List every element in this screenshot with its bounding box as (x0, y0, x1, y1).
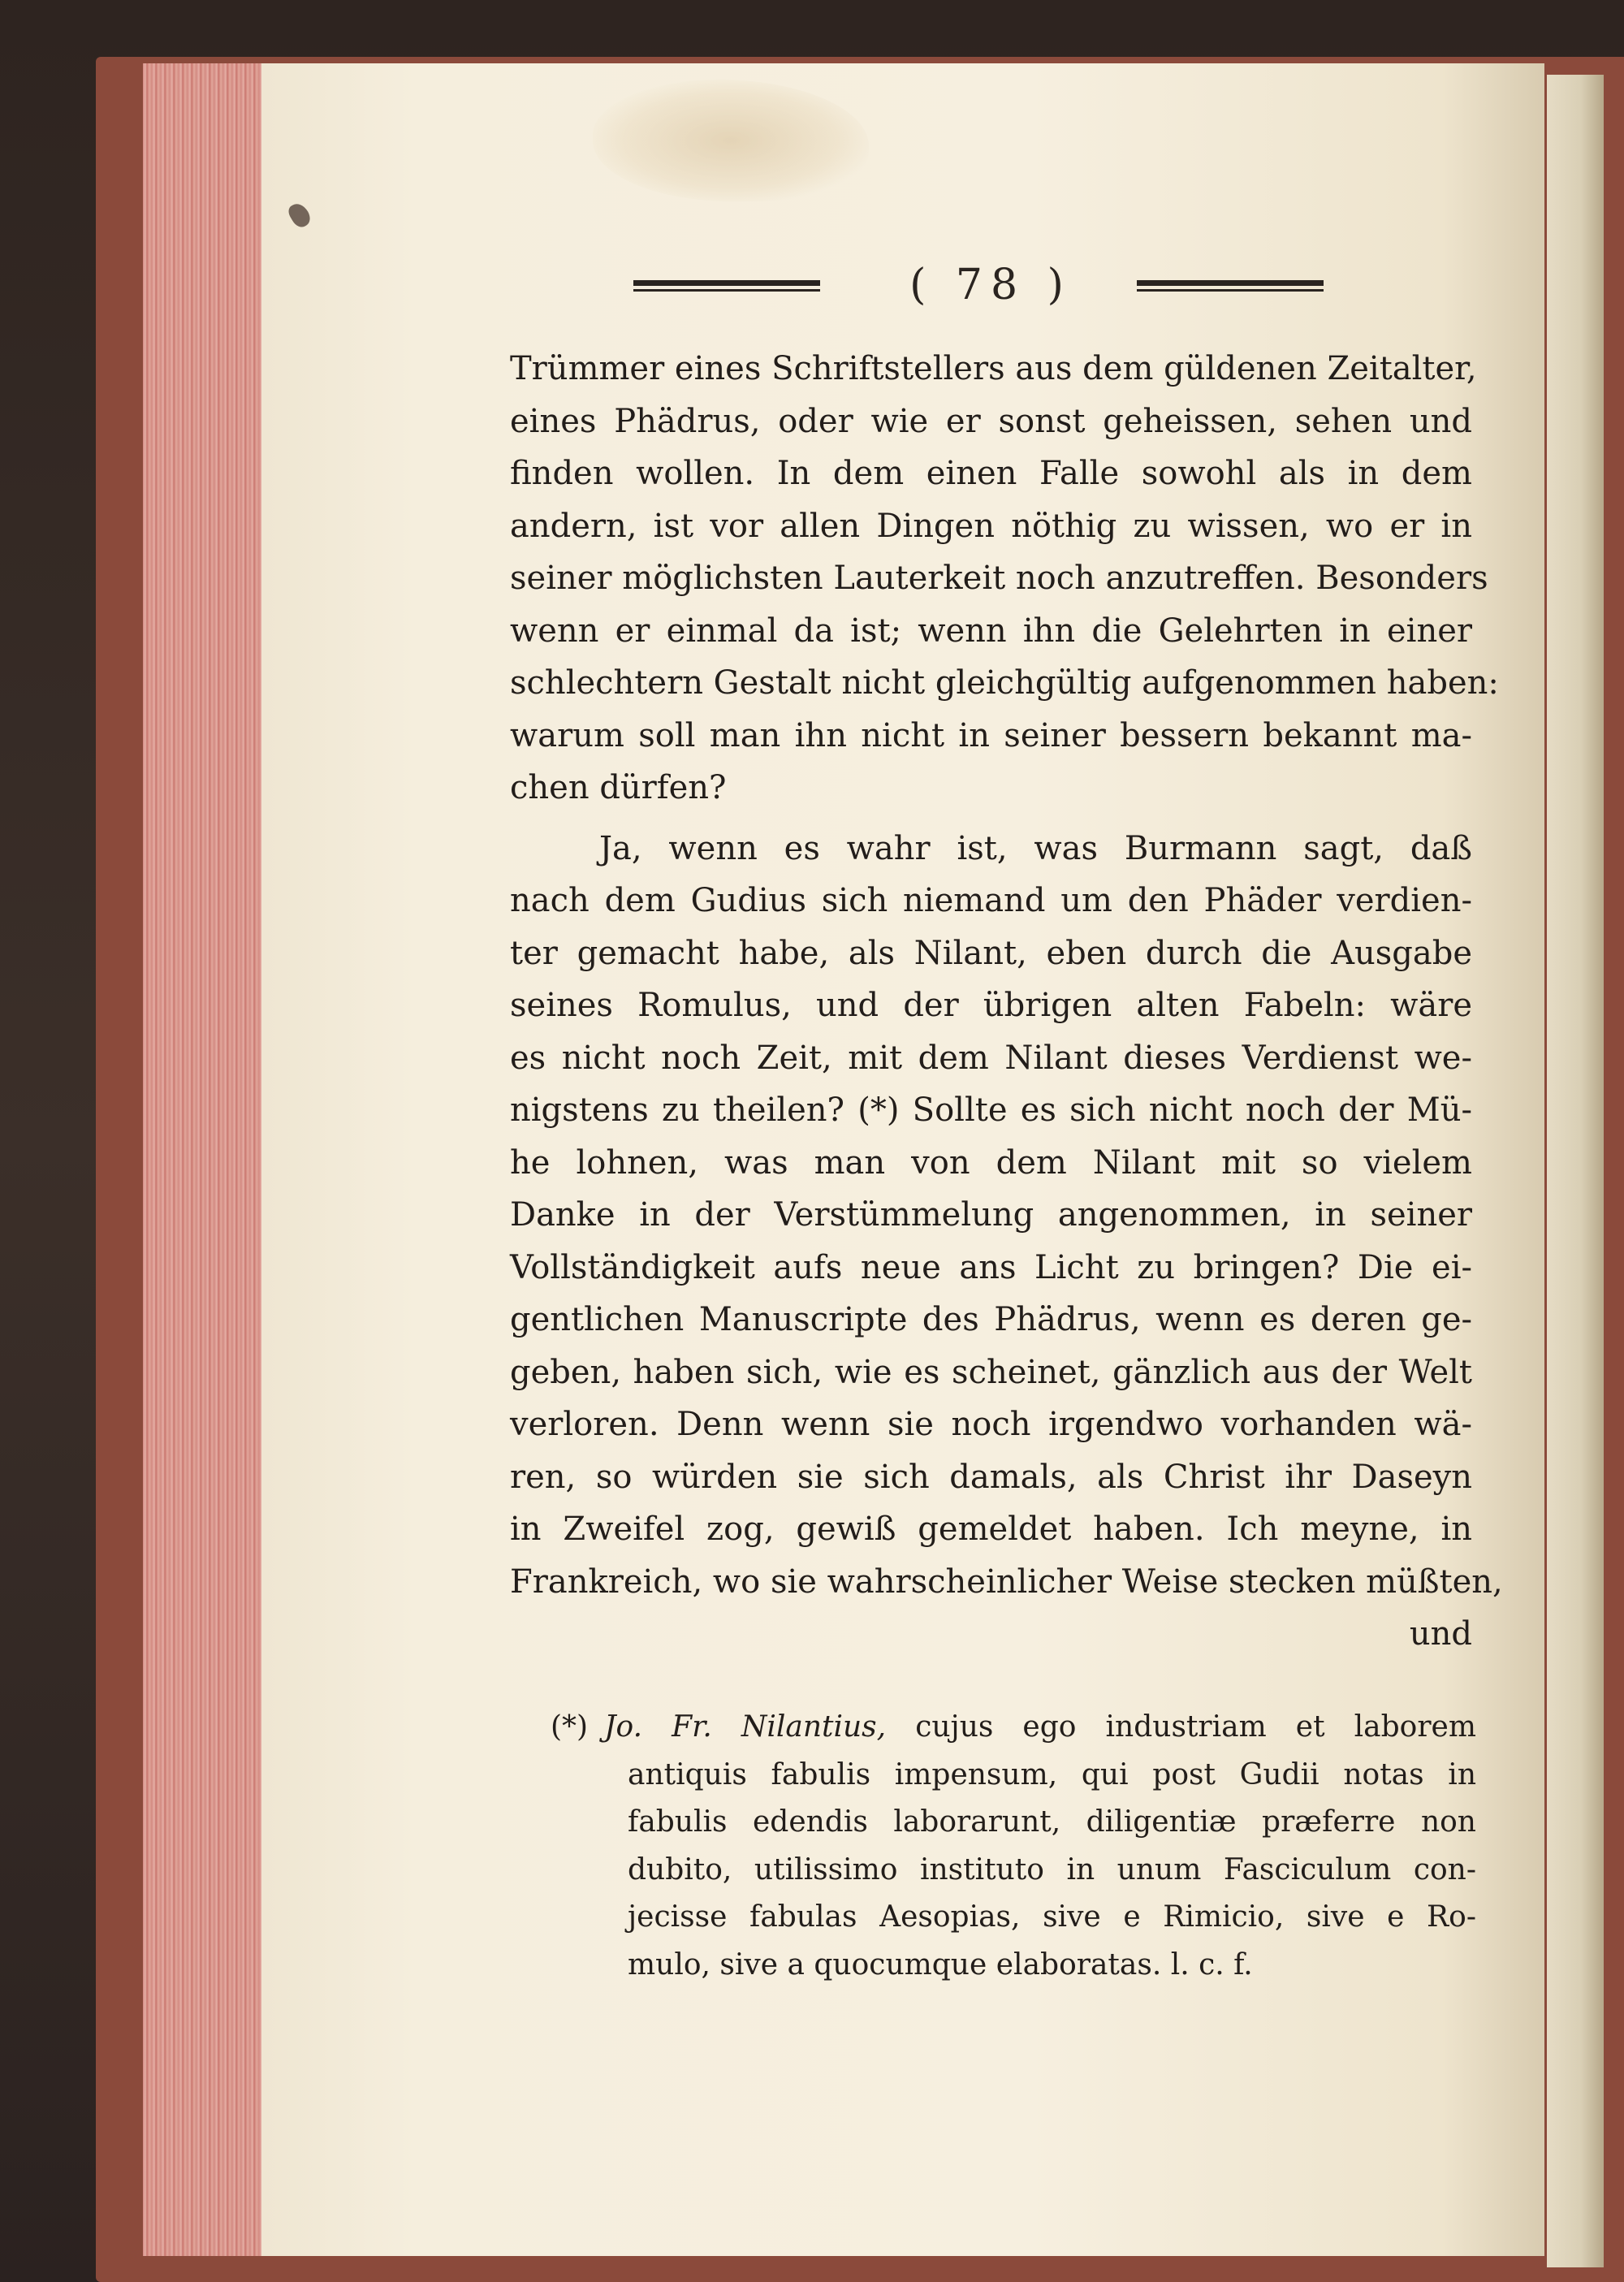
text-line: nigstens zu theilen? (*) Sollte es sich nicht noch der Mü- (510, 1091, 1472, 1129)
catchword: und (1409, 1615, 1472, 1653)
text-line: Trümmer eines Schriftstellers aus dem güldenen Zeitalter, (510, 350, 1477, 387)
paragraph-first-line: Ja, wenn es wahr ist, was Burmann sagt, daß (599, 829, 1472, 867)
text-line: schlechtern Gestalt nicht gleichgültig aufgenommen haben: (510, 664, 1499, 702)
footnote (551, 1704, 1476, 1989)
footnote-text: cujus ego industriam et laborem (915, 1710, 1476, 1744)
text-line: Danke in der Verstümmelung angenommen, in seiner (510, 1196, 1472, 1234)
text-line: wenn er einmal da ist; wenn ihn die Gelehrten in einer (510, 612, 1472, 650)
header-rule-left (633, 280, 820, 296)
footnote-line: mulo, sive a quocumque elaboratas. l. c. f. (628, 1947, 1253, 1982)
footnote-line: jecisse fabulas Aesopias, sive e Rimicio, sive e Ro- (628, 1900, 1476, 1934)
text-line: es nicht noch Zeit, mit dem Nilant dieses Verdienst we- (510, 1039, 1472, 1077)
footnote-marker: (*) (551, 1710, 589, 1744)
page-number: ( 78 ) (909, 261, 1072, 309)
page-header (633, 261, 1348, 313)
footnote-line: antiquis fabulis impensum, qui post Gudii notas in (628, 1757, 1476, 1791)
text-line: seiner möglichsten Lauterkeit noch anzutreffen. Besonders (510, 560, 1488, 597)
text-line: in Zweifel zog, gewiß gemeldet haben. Ich meyne, in (510, 1511, 1472, 1548)
main-text (510, 343, 1503, 1661)
text-line: ter gemacht habe, als Nilant, eben durch die Ausgabe (510, 934, 1472, 972)
text-line: Vollständigkeit aufs neue ans Licht zu bringen? Die ei- (510, 1248, 1472, 1286)
text-line: finden wollen. In dem einen Falle sowohl als in dem (510, 455, 1472, 492)
header-rule-right (1137, 280, 1324, 296)
footnote-author: Jo. Fr. Nilantius, (604, 1710, 887, 1744)
text-line: chen dürfen? (510, 769, 727, 806)
text-line: geben, haben sich, wie es scheinet, gänzlich aus der Welt (510, 1353, 1472, 1391)
text-line: nach dem Gudius sich niemand um den Phäder verdien- (510, 882, 1472, 919)
text-line: he lohnen, was man von dem Nilant mit so vielem (510, 1143, 1472, 1182)
text-line: ren, so würden sie sich damals, als Christ ihr Daseyn (510, 1458, 1472, 1496)
footnote-line: dubito, utilissimo instituto in unum Fasciculum con- (628, 1852, 1476, 1887)
footnote-line: fabulis edendis laborarunt, diligentiæ præferre non (628, 1805, 1476, 1839)
text-line: eines Phädrus, oder wie er sonst geheissen, sehen und (510, 402, 1472, 440)
text-line: andern, ist vor allen Dingen nöthig zu wissen, wo er in (510, 507, 1472, 545)
page-block-edges (143, 63, 266, 2256)
text-line: seines Romulus, und der übrigen alten Fabeln: wäre (510, 987, 1472, 1024)
facing-page-edge (1547, 75, 1604, 2267)
text-line: Frankreich, wo sie wahrscheinlicher Weise stecken müßten, (510, 1562, 1503, 1601)
text-line: gentlichen Manuscripte des Phädrus, wenn es deren ge- (510, 1301, 1472, 1338)
footnote-first-line (551, 1704, 1476, 1752)
text-line: warum soll man ihn nicht in seiner bessern bekannt ma- (510, 716, 1472, 754)
text-line: verloren. Denn wenn sie noch irgendwo vorhanden wä- (510, 1406, 1472, 1443)
